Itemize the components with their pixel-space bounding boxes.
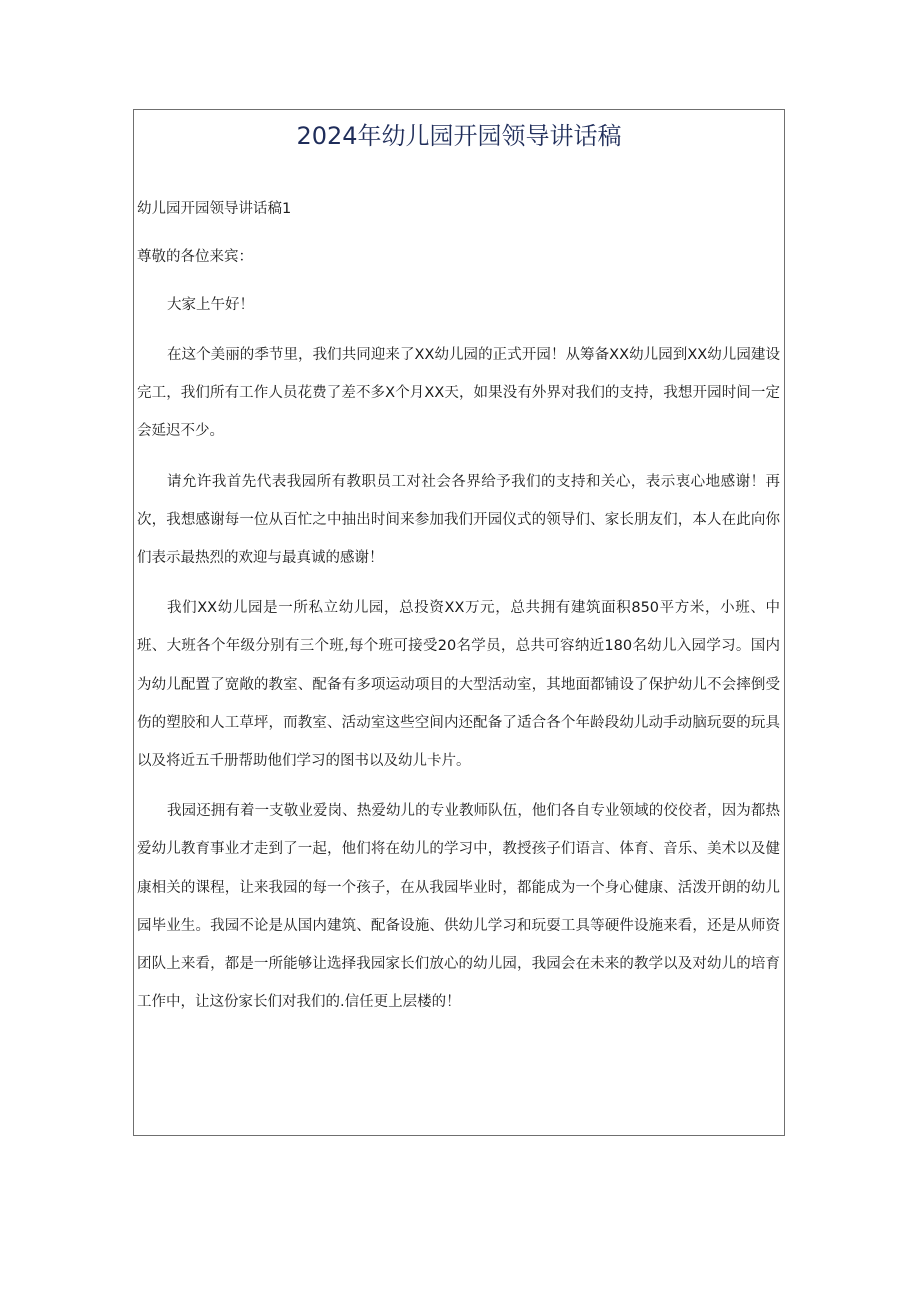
document-page xyxy=(133,109,785,1136)
section-heading: 幼儿园开园领导讲话稿1 xyxy=(137,201,292,217)
document-title: 2024年幼儿园开园领导讲话稿 xyxy=(296,122,622,150)
paragraph-4: 我园还拥有着一支敬业爱岗、热爱幼儿的专业教师队伍，他们各自专业领域的佼佼者，因为都热爱幼儿教育事业才走到了一起，他们将在幼儿的学习中，教授孩子们语言、体育、音乐、美术以及健康相关的课程，让来我园的每一个孩子，在从我园毕业时，都能成为一个身心健康、活泼开朗的幼儿园毕业生。我园不论是从国内建筑、配备设施、供幼儿学习和玩耍工具等硬件设施来看，还是从师资团队上来看，都是一所能够让选择我园家长们放心的幼儿园，我园会在未来的教学以及对幼儿的培育工作中，让这份家长们对我们的.信任更上层楼的！ xyxy=(137,803,780,1011)
salutation: 尊敬的各位来宾： xyxy=(137,249,253,265)
paragraph-2: 请允许我首先代表我园所有教职员工对社会各界给予我们的支持和关心，表示衷心地感谢！再次，我想感谢每一位从百忙之中抽出时间来参加我们开园仪式的领导们、家长朋友们，本人在此向你们表示最热烈的欢迎与最真诚的感谢！ xyxy=(137,473,780,567)
greeting: 大家上午好！ xyxy=(167,297,254,313)
document-body xyxy=(137,185,780,1021)
paragraph-3: 我们XX幼儿园是一所私立幼儿园，总投资XX万元，总共拥有建筑面积850平方米，小班、中班、大班各个年级分别有三个班,每个班可接受20名学员，总共可容纳近180名幼儿入园学习。国内为幼儿配置了宽敞的教室、配备有多项运动项目的大型活动室，其地面都铺设了保护幼儿不会摔倒受伤的塑胶和人工草坪，而教室、活动室这些空间内还配备了适合各个年龄段幼儿动手动脑玩耍的玩具以及将近五千册帮助他们学习的图书以及幼儿卡片。 xyxy=(137,600,780,770)
paragraph-1: 在这个美丽的季节里，我们共同迎来了XX幼儿园的正式开园！从筹备XX幼儿园到XX幼儿园建设完工，我们所有工作人员花费了差不多X个月XX天，如果没有外界对我们的支持，我想开园时间一定会延迟不少。 xyxy=(137,347,780,440)
